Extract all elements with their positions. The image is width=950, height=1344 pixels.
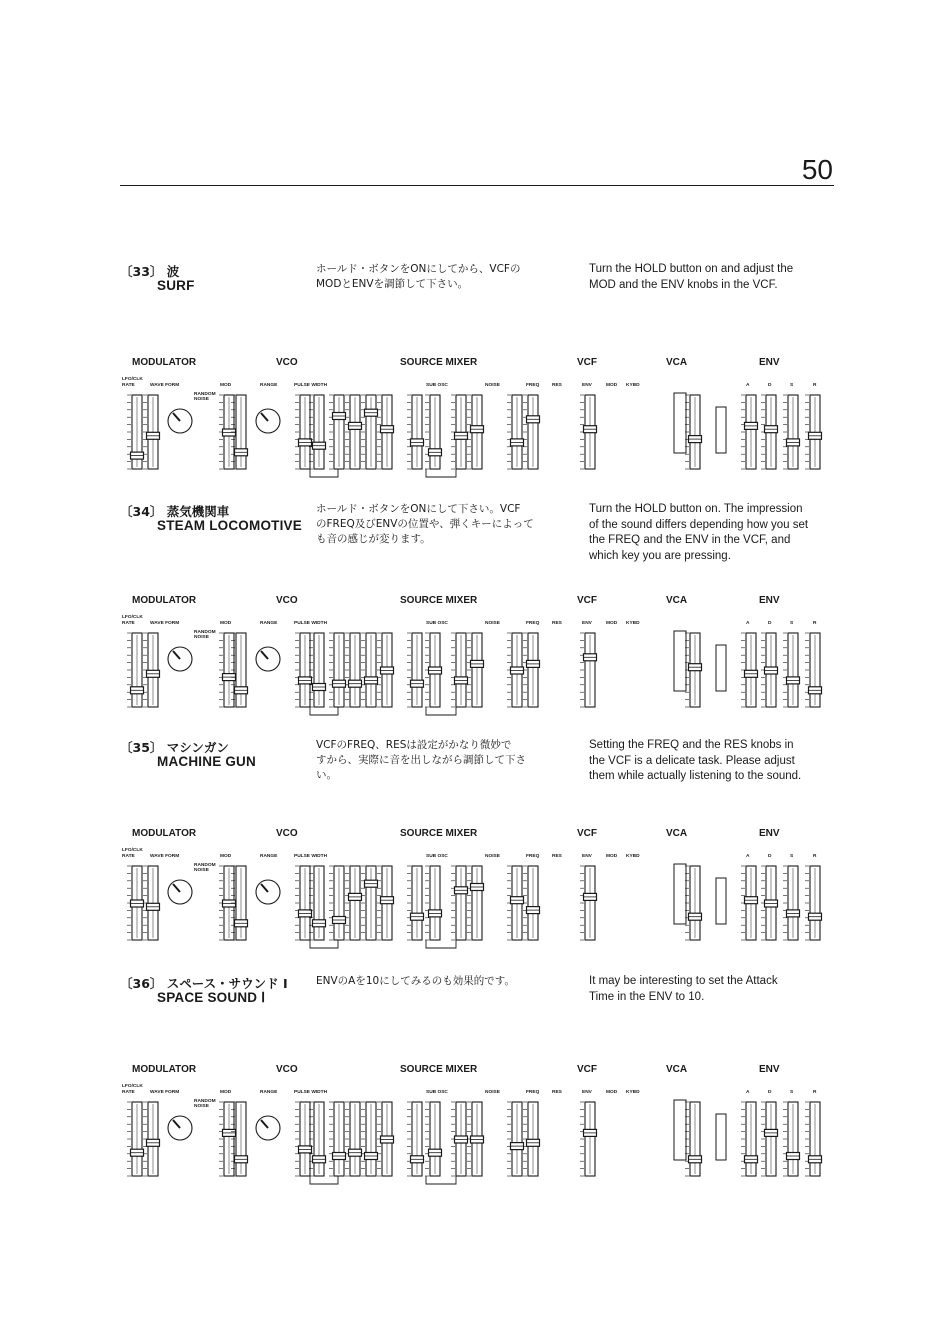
waveform-knob-icon — [168, 409, 192, 433]
en-line: MOD and the ENV knobs in the VCF. — [589, 278, 778, 291]
label-random: RANDOM — [194, 863, 216, 868]
patch-number: 〔33〕 波 — [120, 264, 180, 279]
synth-panel-36 — [120, 1064, 834, 1204]
slider-icon — [407, 395, 424, 469]
jp-line: MODとENVを調節して下さい。 — [316, 278, 469, 290]
en-line: which key you are pressing. — [589, 549, 731, 562]
section-header-vco: VCO — [276, 595, 298, 606]
section-header-vco: VCO — [276, 828, 298, 839]
slider-icon — [685, 1102, 702, 1176]
label-vcf-mod: MOD — [606, 1090, 618, 1095]
slider-icon — [467, 633, 484, 707]
label-rate: RATE — [122, 383, 135, 388]
patch-title: SPACE SOUND Ⅰ — [157, 990, 266, 1005]
label-kybd: KYBD — [626, 383, 640, 388]
label-pulse-width: PULSE WIDTH — [294, 621, 328, 626]
page-number: 50 — [801, 154, 833, 185]
patch-description-en — [589, 502, 834, 564]
label-env: ENV — [582, 1090, 592, 1095]
label-a: A — [746, 1090, 750, 1095]
slider-icon — [377, 633, 394, 707]
panel-diagram — [120, 1080, 834, 1202]
label-res: RES — [552, 1090, 562, 1095]
slider-icon — [685, 866, 702, 940]
section-header-vcf: VCF — [577, 357, 597, 368]
patch-description-jp — [316, 262, 546, 292]
panel-diagram — [120, 844, 834, 966]
label-noise-small: NOISE — [194, 397, 209, 402]
slider-icon — [451, 395, 468, 469]
slider-icon — [361, 633, 378, 707]
slider-icon — [127, 866, 144, 940]
slider-icon — [425, 633, 442, 707]
label-lfo-clk: LFO/CLK — [122, 1084, 143, 1089]
slider-icon — [761, 1102, 778, 1176]
label-env: ENV — [582, 621, 592, 626]
patch-title: MACHINE GUN — [157, 754, 256, 769]
label-d: D — [768, 621, 772, 626]
slider-icon — [309, 1102, 326, 1176]
label-a: A — [746, 383, 750, 388]
slider-icon — [761, 633, 778, 707]
slider-icon — [741, 866, 758, 940]
slider-icon — [425, 866, 442, 940]
slider-icon — [329, 866, 346, 940]
section-header-modulator: MODULATOR — [132, 357, 197, 368]
label-vcf-mod: MOD — [606, 854, 618, 859]
patch-number: 〔35〕 マシンガン — [120, 740, 229, 755]
label-a: A — [746, 854, 750, 859]
label-d: D — [768, 1090, 772, 1095]
label-noise: NOISE — [485, 621, 500, 626]
label-vcf-mod: MOD — [606, 621, 618, 626]
waveform-knob-icon — [168, 1116, 192, 1140]
jp-line: ENVのAを10にしてみるのも効果的です。 — [316, 975, 515, 987]
label-freq: FREQ — [526, 1090, 540, 1095]
label-noise-small: NOISE — [194, 635, 209, 640]
en-line: the VCF is a delicate task. Please adjust — [589, 754, 795, 767]
slider-icon — [805, 1102, 822, 1176]
label-noise-small: NOISE — [194, 1104, 209, 1109]
slider-icon — [467, 1102, 484, 1176]
label-noise-small: NOISE — [194, 868, 209, 873]
label-a: A — [746, 621, 750, 626]
synth-panel-35 — [120, 828, 834, 968]
label-kybd: KYBD — [626, 854, 640, 859]
slider-icon — [805, 633, 822, 707]
slider-icon — [407, 866, 424, 940]
label-random: RANDOM — [194, 630, 216, 635]
slider-icon — [407, 1102, 424, 1176]
patch-description-jp — [316, 502, 546, 547]
label-lfo-clk: LFO/CLK — [122, 615, 143, 620]
label-sub-osc: SUB OSC — [426, 621, 448, 626]
slider-icon — [127, 1102, 144, 1176]
slider-icon — [309, 866, 326, 940]
jp-line: VCFのFREQ、RESは設定がかなり微妙で — [316, 739, 512, 751]
slider-icon — [523, 633, 540, 707]
jp-line: ホールド・ボタンをONにしてから、VCFの — [316, 263, 521, 275]
slider-icon — [345, 1102, 362, 1176]
slider-icon — [143, 633, 160, 707]
label-res: RES — [552, 383, 562, 388]
gate-switch-icon — [716, 1114, 726, 1160]
label-env: ENV — [582, 383, 592, 388]
jp-line: すから、実際に音を出しながら調節して下さい。 — [316, 754, 526, 781]
section-header-modulator: MODULATOR — [132, 1064, 197, 1075]
section-header-env: ENV — [759, 357, 780, 368]
slider-icon — [361, 1102, 378, 1176]
slider-icon — [467, 395, 484, 469]
slider-icon — [377, 866, 394, 940]
label-lfo-clk: LFO/CLK — [122, 377, 143, 382]
slider-icon — [309, 633, 326, 707]
slider-icon — [507, 395, 524, 469]
slider-icon — [685, 395, 702, 469]
vca-switch-icon — [674, 631, 686, 691]
slider-icon — [345, 866, 362, 940]
range-knob-icon — [256, 409, 280, 433]
section-header-vco: VCO — [276, 357, 298, 368]
gate-switch-icon — [716, 645, 726, 691]
patch-description-jp — [316, 974, 546, 989]
slider-icon — [127, 633, 144, 707]
slider-icon — [507, 633, 524, 707]
slider-icon — [329, 633, 346, 707]
section-header-vco: VCO — [276, 1064, 298, 1075]
slider-icon — [361, 395, 378, 469]
patch-description-en — [589, 974, 834, 1005]
patch-bracket — [310, 707, 456, 715]
slider-icon — [783, 633, 800, 707]
slider-icon — [425, 395, 442, 469]
slider-icon — [580, 633, 597, 707]
section-header-modulator: MODULATOR — [132, 595, 197, 606]
label-random: RANDOM — [194, 1099, 216, 1104]
label-wave-form: WAVE FORM — [150, 854, 180, 859]
slider-icon — [523, 866, 540, 940]
label-noise: NOISE — [485, 854, 500, 859]
slider-icon — [523, 395, 540, 469]
label-kybd: KYBD — [626, 621, 640, 626]
slider-icon — [345, 395, 362, 469]
label-wave-form: WAVE FORM — [150, 383, 180, 388]
label-freq: FREQ — [526, 854, 540, 859]
slider-icon — [805, 866, 822, 940]
slider-icon — [143, 395, 160, 469]
slider-icon — [805, 395, 822, 469]
slider-icon — [741, 1102, 758, 1176]
slider-icon — [580, 1102, 597, 1176]
slider-icon — [580, 866, 597, 940]
label-sub-osc: SUB OSC — [426, 854, 448, 859]
section-header-vca: VCA — [666, 357, 688, 368]
patch-description-en — [589, 738, 834, 785]
section-header-vca: VCA — [666, 1064, 688, 1075]
label-rate: RATE — [122, 1090, 135, 1095]
label-random: RANDOM — [194, 392, 216, 397]
section-header-source-mixer: SOURCE MIXER — [400, 1064, 478, 1075]
vca-switch-icon — [674, 864, 686, 924]
patch-34-text — [120, 502, 834, 562]
patch-number: 〔36〕 スペース・サウンド Ⅰ — [120, 976, 288, 991]
label-s: S — [790, 1090, 794, 1095]
label-pulse-width: PULSE WIDTH — [294, 1090, 328, 1095]
section-header-vcf: VCF — [577, 828, 597, 839]
section-header-env: ENV — [759, 1064, 780, 1075]
label-noise: NOISE — [485, 1090, 500, 1095]
panel-diagram — [120, 373, 834, 495]
en-line: Turn the HOLD button on. The impression — [589, 503, 803, 515]
label-range: RANGE — [260, 621, 278, 626]
label-noise: NOISE — [485, 383, 500, 388]
panel-diagram — [120, 611, 834, 733]
patch-33-text — [120, 262, 834, 302]
label-mod: MOD — [220, 854, 232, 859]
en-line: Setting the FREQ and the RES knobs in — [589, 739, 794, 751]
patch-description-en — [589, 262, 834, 293]
section-header-vca: VCA — [666, 595, 688, 606]
waveform-knob-icon — [168, 880, 192, 904]
patch-title: SURF — [157, 278, 195, 293]
label-freq: FREQ — [526, 383, 540, 388]
synth-panel-33 — [120, 357, 834, 497]
slider-icon — [407, 633, 424, 707]
label-kybd: KYBD — [626, 1090, 640, 1095]
slider-icon — [783, 1102, 800, 1176]
label-range: RANGE — [260, 1090, 278, 1095]
gate-switch-icon — [716, 407, 726, 453]
section-header-vcf: VCF — [577, 595, 597, 606]
label-env: ENV — [582, 854, 592, 859]
slider-icon — [425, 1102, 442, 1176]
slider-icon — [451, 866, 468, 940]
label-mod: MOD — [220, 621, 232, 626]
section-header-vcf: VCF — [577, 1064, 597, 1075]
slider-icon — [761, 866, 778, 940]
slider-icon — [761, 395, 778, 469]
label-r: R — [813, 621, 817, 626]
label-rate: RATE — [122, 854, 135, 859]
label-wave-form: WAVE FORM — [150, 621, 180, 626]
patch-bracket — [310, 469, 456, 477]
section-header-vca: VCA — [666, 828, 688, 839]
range-knob-icon — [256, 1116, 280, 1140]
label-s: S — [790, 383, 794, 388]
patch-description-jp — [316, 738, 546, 783]
en-line: them while actually listening to the sound. — [589, 770, 802, 782]
slider-icon — [507, 1102, 524, 1176]
label-r: R — [813, 854, 817, 859]
label-lfo-clk: LFO/CLK — [122, 848, 143, 853]
slider-icon — [345, 633, 362, 707]
slider-icon — [741, 633, 758, 707]
en-line: Turn the HOLD button on and adjust the — [589, 263, 794, 275]
label-r: R — [813, 383, 817, 388]
patch-35-text — [120, 738, 834, 788]
label-pulse-width: PULSE WIDTH — [294, 854, 328, 859]
slider-icon — [127, 395, 144, 469]
patch-title: STEAM LOCOMOTIVE — [157, 518, 302, 533]
vca-switch-icon — [674, 1100, 686, 1160]
slider-icon — [783, 395, 800, 469]
section-header-source-mixer: SOURCE MIXER — [400, 828, 478, 839]
slider-icon — [309, 395, 326, 469]
label-sub-osc: SUB OSC — [426, 1090, 448, 1095]
label-s: S — [790, 854, 794, 859]
label-pulse-width: PULSE WIDTH — [294, 383, 328, 388]
patch-bracket — [310, 940, 456, 948]
slider-icon — [377, 395, 394, 469]
label-sub-osc: SUB OSC — [426, 383, 448, 388]
label-vcf-mod: MOD — [606, 383, 618, 388]
section-header-source-mixer: SOURCE MIXER — [400, 595, 478, 606]
slider-icon — [467, 866, 484, 940]
en-line: Time in the ENV to 10. — [589, 990, 705, 1003]
label-s: S — [790, 621, 794, 626]
slider-icon — [783, 866, 800, 940]
en-line: of the sound differs depending how you set — [589, 518, 809, 531]
section-header-source-mixer: SOURCE MIXER — [400, 357, 478, 368]
waveform-knob-icon — [168, 647, 192, 671]
slider-icon — [741, 395, 758, 469]
label-rate: RATE — [122, 621, 135, 626]
slider-icon — [685, 633, 702, 707]
jp-line: のFREQ及びENVの位置や、弾くキーによって — [316, 518, 534, 530]
patch-36-text — [120, 974, 834, 1014]
label-wave-form: WAVE FORM — [150, 1090, 180, 1095]
label-range: RANGE — [260, 854, 278, 859]
patch-bracket — [310, 1176, 456, 1184]
label-res: RES — [552, 854, 562, 859]
synth-panel-34 — [120, 595, 834, 735]
gate-switch-icon — [716, 878, 726, 924]
slider-icon — [451, 1102, 468, 1176]
patch-number: 〔34〕 蒸気機関車 — [120, 504, 230, 519]
en-line: It may be interesting to set the Attack — [589, 975, 778, 987]
slider-icon — [329, 395, 346, 469]
label-d: D — [768, 854, 772, 859]
label-freq: FREQ — [526, 621, 540, 626]
range-knob-icon — [256, 647, 280, 671]
slider-icon — [361, 866, 378, 940]
section-header-env: ENV — [759, 595, 780, 606]
slider-icon — [377, 1102, 394, 1176]
label-d: D — [768, 383, 772, 388]
jp-line: ホールド・ボタンをONにして下さい。VCF — [316, 503, 521, 515]
label-mod: MOD — [220, 383, 232, 388]
slider-icon — [507, 866, 524, 940]
header-rule — [120, 185, 834, 186]
slider-icon — [143, 866, 160, 940]
label-res: RES — [552, 621, 562, 626]
label-mod: MOD — [220, 1090, 232, 1095]
section-header-modulator: MODULATOR — [132, 828, 197, 839]
label-r: R — [813, 1090, 817, 1095]
jp-line: も音の感じが変ります。 — [316, 533, 431, 545]
slider-icon — [329, 1102, 346, 1176]
section-header-env: ENV — [759, 828, 780, 839]
label-range: RANGE — [260, 383, 278, 388]
slider-icon — [580, 395, 597, 469]
en-line: the FREQ and the ENV in the VCF, and — [589, 534, 791, 546]
vca-switch-icon — [674, 393, 686, 453]
slider-icon — [451, 633, 468, 707]
range-knob-icon — [256, 880, 280, 904]
slider-icon — [143, 1102, 160, 1176]
slider-icon — [523, 1102, 540, 1176]
